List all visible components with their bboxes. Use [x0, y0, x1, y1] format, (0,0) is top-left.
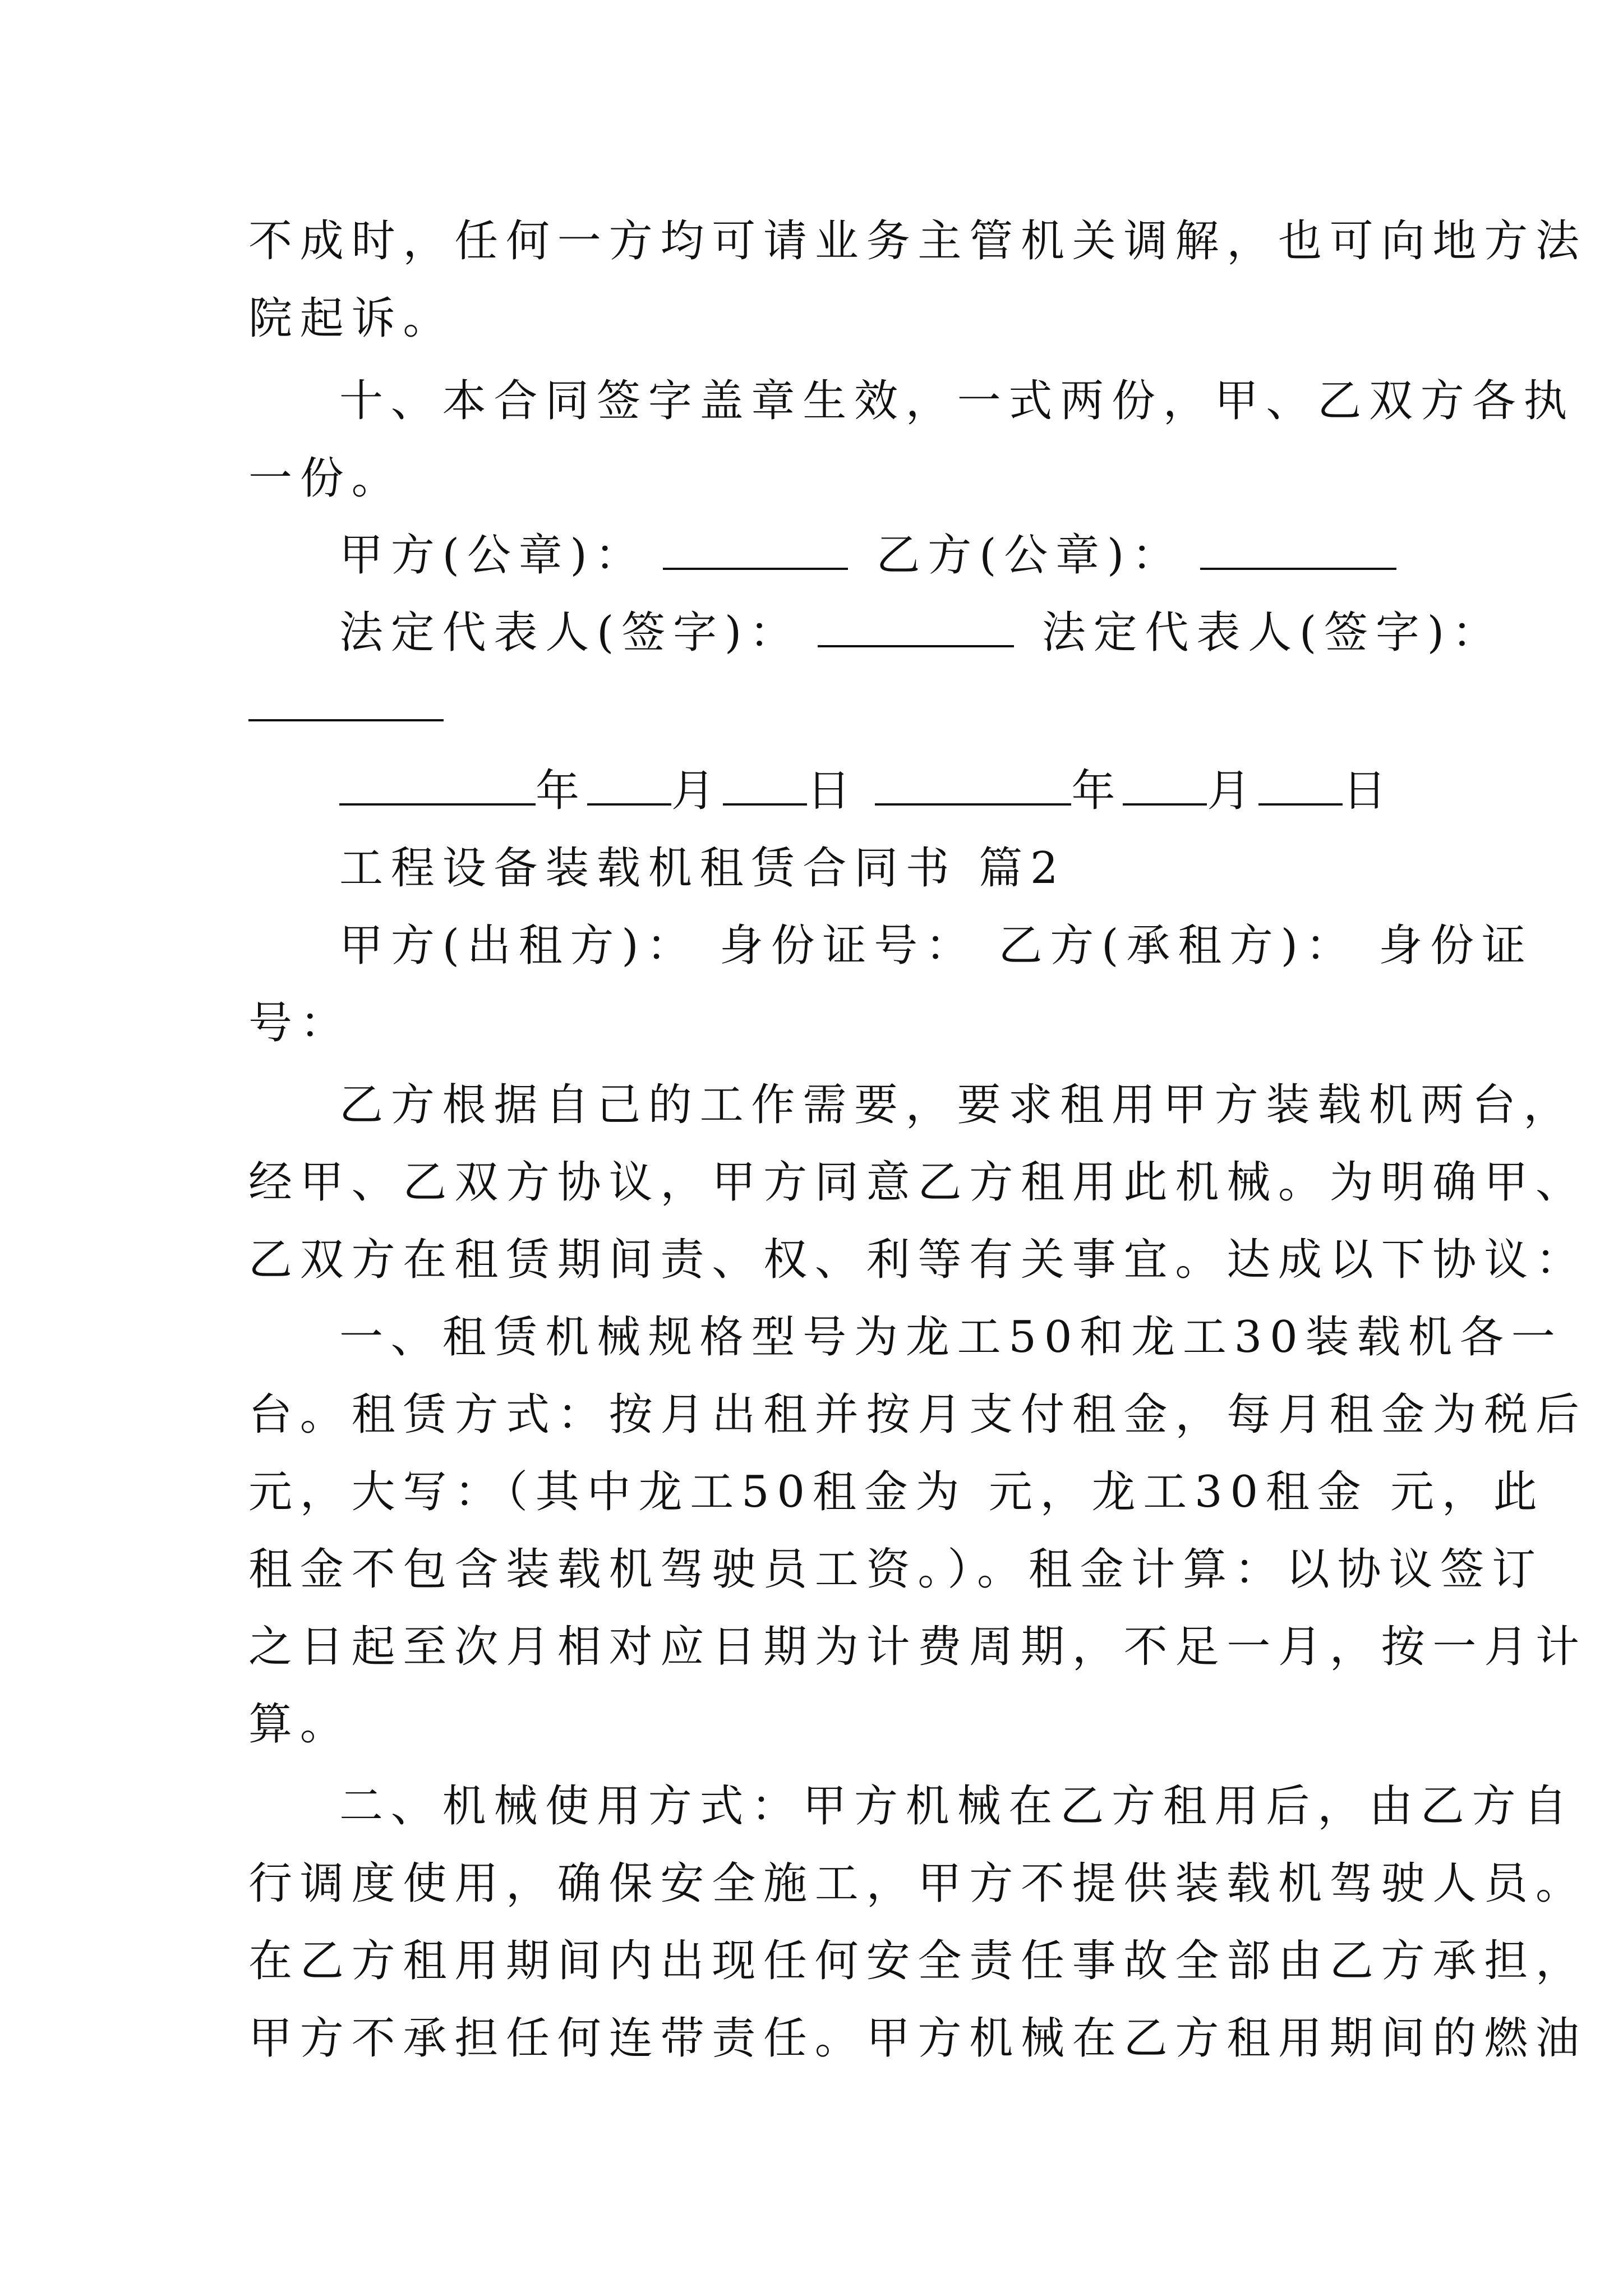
signature-line-seal — [339, 516, 1396, 595]
blank-underline — [663, 524, 848, 570]
section-heading: 工程设备装载机租赁合同书 篇2 — [339, 843, 1066, 894]
blank-underline — [818, 601, 1014, 647]
text-line: 之日起至次月相对应日期为计费周期，不足一月，按一月计 — [248, 1622, 1587, 1672]
text-line: 行调度使用，确保安全施工，甲方不提供装载机驾驶人员。 — [248, 1858, 1587, 1909]
blank-underline — [875, 760, 1071, 806]
year-label: 年 — [1071, 766, 1123, 816]
text-line: 一、租赁机械规格型号为龙工50和龙工30装载机各一 — [339, 1312, 1563, 1363]
text-line: 十、本合同签字盖章生效，一式两份，甲、乙双方各执 — [339, 376, 1575, 426]
year-label: 年 — [536, 766, 587, 816]
month-label: 月 — [671, 766, 723, 816]
blank-underline — [1123, 760, 1207, 806]
text-line: 不成时，任何一方均可请业务主管机关调解，也可向地方法 — [248, 216, 1587, 266]
text-line: 甲方不承担任何连带责任。甲方机械在乙方租用期间的燃油 — [248, 2013, 1587, 2064]
text-line: 一份。 — [248, 453, 403, 504]
party-a-seal-label: 甲方(公章)： — [339, 530, 647, 581]
text-line: 元，大写：（其中龙工50租金为 元，龙工30租金 元，此 — [248, 1467, 1545, 1517]
month-label: 月 — [1207, 766, 1259, 816]
blank-underline — [1258, 760, 1343, 806]
text-line: 院起诉。 — [248, 293, 455, 344]
text-line: 乙双方在租赁期间责、权、利等有关事宜。达成以下协议： — [248, 1235, 1587, 1285]
party-b-seal-label: 乙方(公章)： — [876, 530, 1183, 581]
text-line: 算。 — [248, 1699, 352, 1750]
day-label: 日 — [1343, 766, 1394, 816]
text-line: 号： — [248, 998, 352, 1048]
blank-underline — [1200, 524, 1396, 570]
blank-underline — [339, 760, 536, 806]
signature-line-representative — [339, 593, 1504, 672]
text-line: 二、机械使用方式：甲方机械在乙方租用后，由乙方自 — [339, 1781, 1575, 1832]
blank-underline — [587, 760, 671, 806]
text-line: 租金不包含装载机驾驶员工资。）。租金计算：以协议签订 — [248, 1544, 1543, 1595]
text-line: 甲方(出租方)： 身份证号： 乙方(承租方)： 身份证 — [339, 921, 1533, 971]
party-a-representative-label: 法定代表人(签字)： — [339, 608, 801, 658]
text-line: 乙方根据自己的工作需要，要求租用甲方装载机两台， — [339, 1080, 1575, 1130]
text-line: 在乙方租用期间内出现任何安全责任事故全部由乙方承担， — [248, 1936, 1587, 1986]
day-label: 日 — [806, 766, 859, 816]
blank-underline — [248, 719, 444, 721]
date-line — [339, 752, 1394, 830]
party-b-representative-label: 法定代表人(签字)： — [1041, 608, 1504, 658]
blank-underline — [723, 760, 807, 806]
text-line: 台。租赁方式：按月出租并按月支付租金，每月租金为税后 — [248, 1389, 1587, 1440]
text-line: 经甲、乙双方协议，甲方同意乙方租用此机械。为明确甲、 — [248, 1157, 1587, 1208]
